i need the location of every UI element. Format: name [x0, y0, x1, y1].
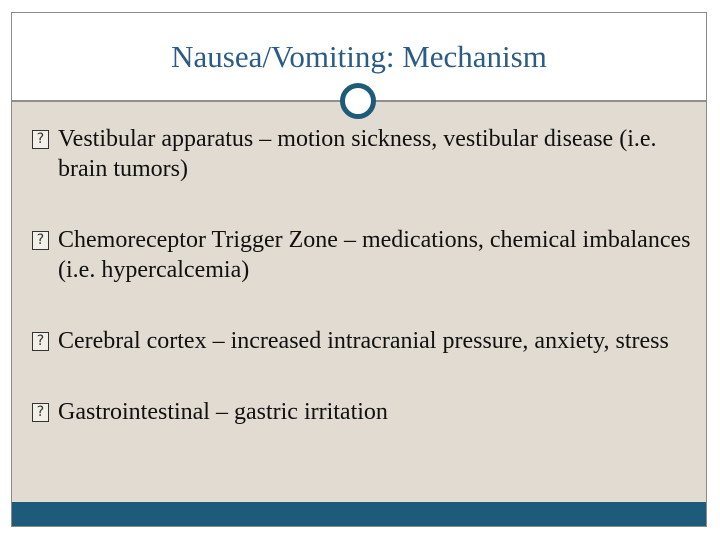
- bullet-text: Chemoreceptor Trigger Zone – medications, chemical imbalances (i.e. hypercalcemia): [58, 227, 691, 283]
- bullet-item: [32, 225, 702, 285]
- bullet-text: Cerebral cortex – increased intracranial pressure, anxiety, stress: [58, 328, 669, 354]
- bullet-item: [32, 326, 702, 356]
- missing-glyph-icon: ?: [32, 130, 49, 149]
- ring-icon: [340, 83, 376, 119]
- slide: [11, 12, 707, 527]
- bullet-item: [32, 124, 702, 184]
- missing-glyph-icon: ?: [32, 332, 49, 351]
- bullet-text: Vestibular apparatus – motion sickness, vestibular disease (i.e. brain tumors): [58, 126, 657, 182]
- footer-bar: [12, 502, 706, 526]
- missing-glyph-icon: ?: [32, 403, 49, 422]
- bullet-text: Gastrointestinal – gastric irritation: [58, 399, 388, 425]
- bullet-item: [32, 397, 702, 427]
- bullet-list: [32, 124, 702, 468]
- slide-title: Nausea/Vomiting: Mechanism: [171, 39, 547, 74]
- missing-glyph-icon: ?: [32, 231, 49, 250]
